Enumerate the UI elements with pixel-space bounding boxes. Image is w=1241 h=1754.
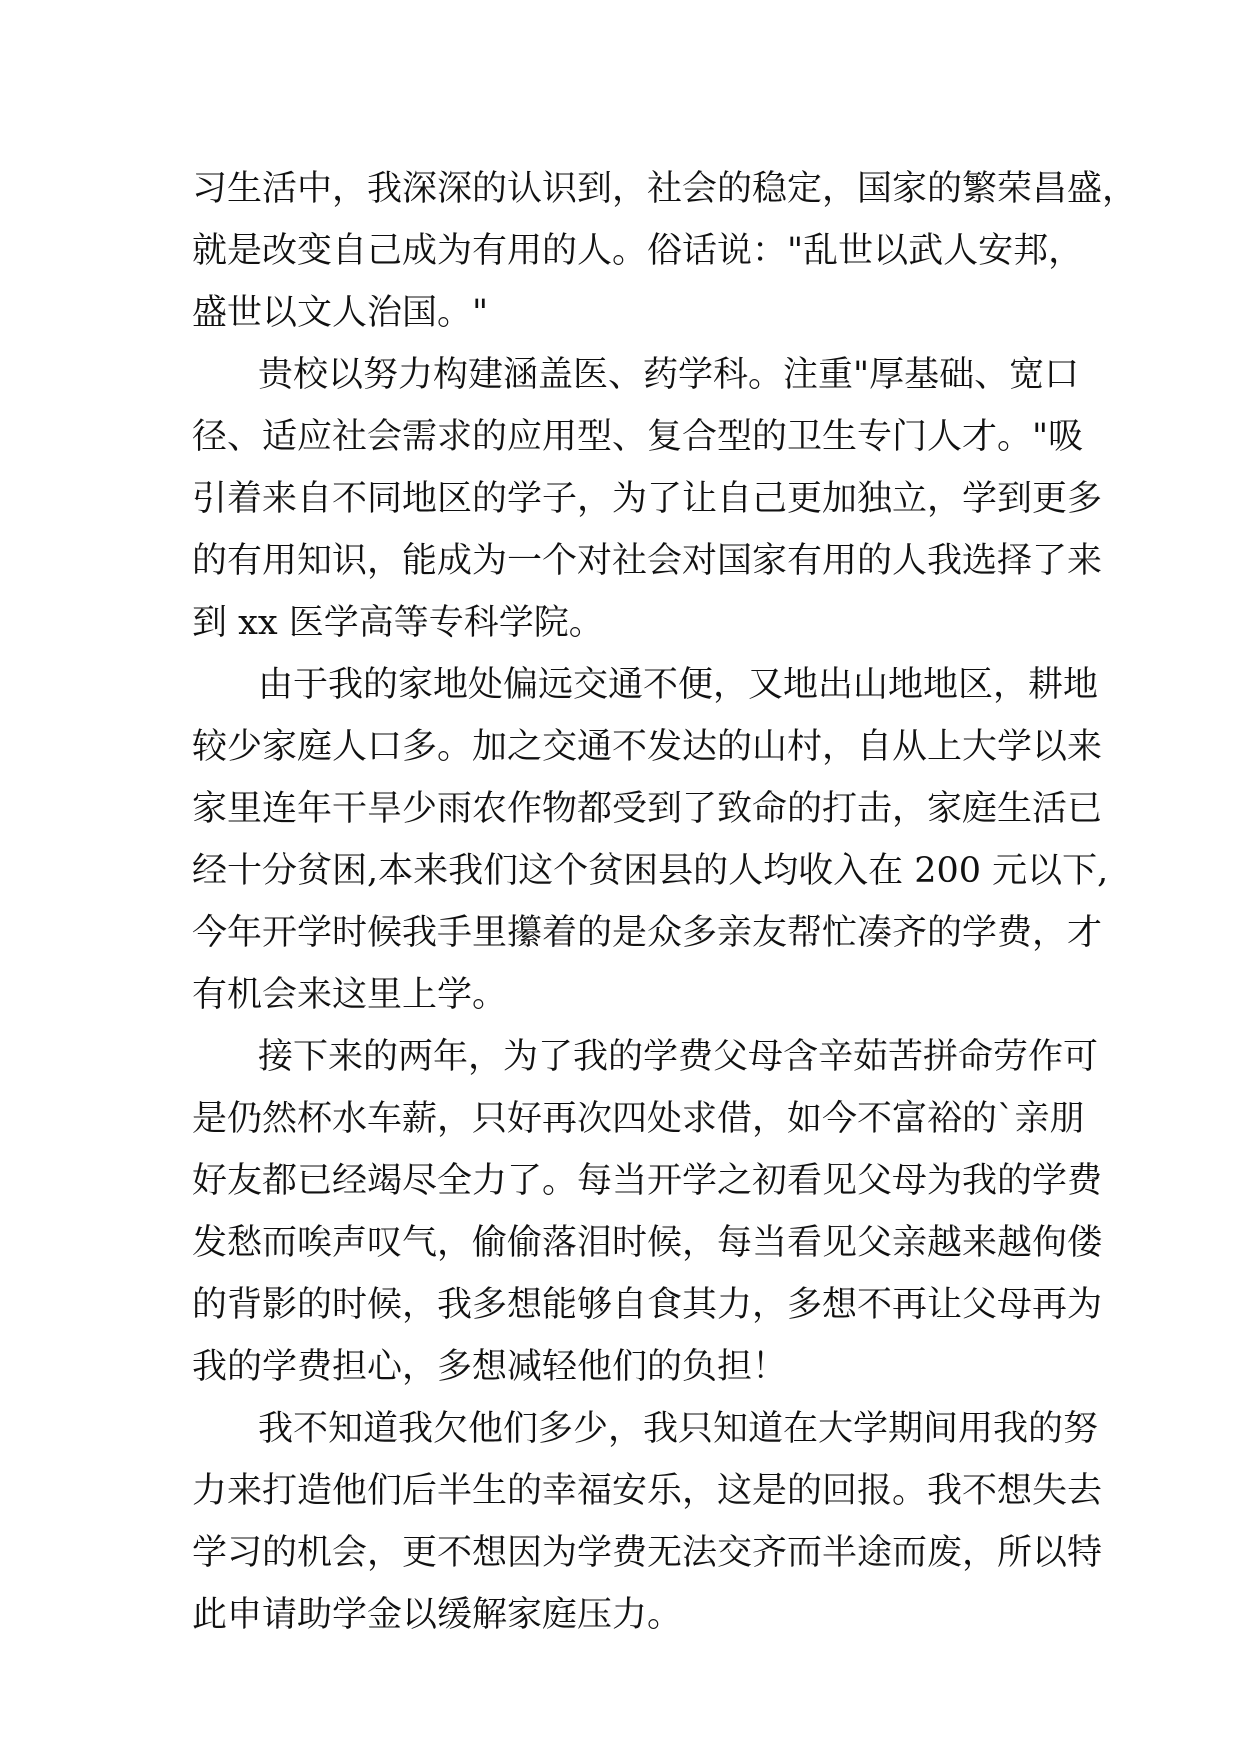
paragraph-1 xyxy=(192,158,1138,344)
text-line: 的有用知识，能成为一个对社会对国家有用的人我选择了来 xyxy=(192,541,1103,581)
text-line: 到 xx 医学高等专科学院。 xyxy=(192,603,604,643)
text-line: 较少家庭人口多。加之交通不发达的山村，自从上大学以来 xyxy=(192,727,1103,767)
text-line: 的背影的时候，我多想能够自食其力，多想不再让父母再为 xyxy=(192,1285,1103,1325)
text-line: 接下来的两年，为了我的学费父母含辛茹苦拼命劳作可 xyxy=(258,1037,1099,1077)
text-line: 今年开学时候我手里攥着的是众多亲友帮忙凑齐的学费，才 xyxy=(192,913,1103,953)
text-line: 家里连年干旱少雨农作物都受到了致命的打击，家庭生活已 xyxy=(192,789,1103,829)
text-line: 好友都已经竭尽全力了。每当开学之初看见父母为我的学费 xyxy=(192,1161,1103,1201)
text-line: 贵校以努力构建涵盖医、药学科。注重"厚基础、宽口 xyxy=(258,355,1080,395)
paragraph-4 xyxy=(192,1026,1103,1398)
text-line: 我的学费担心，多想减轻他们的负担！ xyxy=(192,1347,788,1387)
text-line: 径、适应社会需求的应用型、复合型的卫生专门人才。"吸 xyxy=(192,417,1084,457)
paragraph-5 xyxy=(192,1398,1103,1646)
text-line: 引着来自不同地区的学子，为了让自己更加独立，学到更多 xyxy=(192,479,1103,519)
text-line: 由于我的家地处偏远交通不便，又地出山地地区，耕地 xyxy=(258,665,1099,705)
text-line: 此申请助学金以缓解家庭压力。 xyxy=(192,1595,683,1635)
text-line: 是仍然杯水车薪，只好再次四处求借，如今不富裕的`亲朋 xyxy=(192,1099,1085,1139)
text-line: 习生活中，我深深的认识到，社会的稳定，国家的繁荣昌盛， xyxy=(192,169,1138,209)
text-line: 经十分贫困,本来我们这个贫困县的人均收入在 200 元以下, xyxy=(192,851,1109,891)
text-line: 学习的机会，更不想因为学费无法交齐而半途而废，所以特 xyxy=(192,1533,1103,1573)
text-line: 就是改变自己成为有用的人。俗话说："乱世以武人安邦， xyxy=(192,231,1084,271)
text-line: 力来打造他们后半生的幸福安乐，这是的回报。我不想失去 xyxy=(192,1471,1103,1511)
text-line: 发愁而唉声叹气，偷偷落泪时候，每当看见父亲越来越佝偻 xyxy=(192,1223,1103,1263)
paragraph-3 xyxy=(192,654,1109,1026)
text-line: 我不知道我欠他们多少，我只知道在大学期间用我的努 xyxy=(258,1409,1099,1449)
paragraph-2 xyxy=(192,344,1103,654)
text-line: 盛世以文人治国。" xyxy=(192,293,489,333)
body-text xyxy=(192,158,1138,1646)
text-line: 有机会来这里上学。 xyxy=(192,975,508,1015)
